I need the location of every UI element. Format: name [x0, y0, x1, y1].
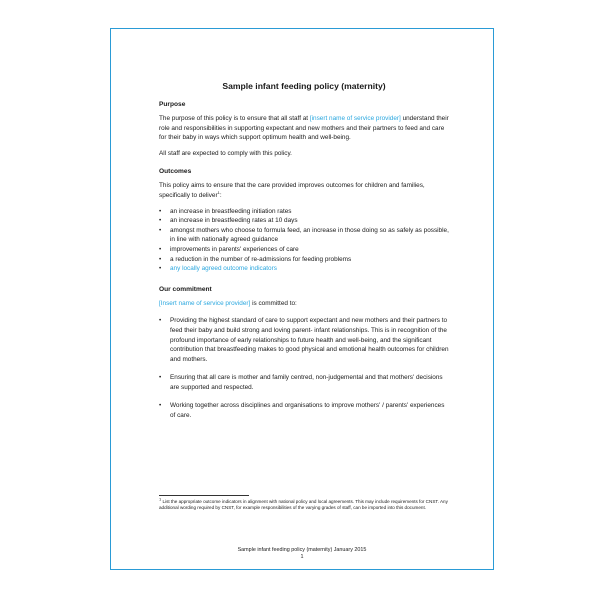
commitment-item: • Providing the highest standard of care to support expectant and new mothers and their partners to feed their baby and build strong and loving parent- infant relationships. This is in recognition of the profound importance of early relationships to future health and well-being, and the significant contribution that breastfeeding makes to good physical and emotional health outcomes for children and mothers.	[159, 316, 449, 364]
outcomes-intro	[159, 181, 449, 200]
outcomes-heading: Outcomes	[159, 168, 192, 176]
service-provider-placeholder: [insert name of service provider]	[309, 115, 401, 122]
outcomes-intro-text: This policy aims to ensure that the care provided improves outcomes for children and families, specifically to deliver	[159, 182, 425, 199]
compliance-paragraph: All staff are expected to comply with this policy.	[159, 149, 292, 157]
footnote-marker: 1	[159, 496, 162, 502]
footnote-reference: 1	[217, 189, 220, 195]
commitment-heading: Our commitment	[159, 285, 212, 293]
purpose-paragraph	[159, 114, 449, 143]
commitment-list	[159, 316, 449, 420]
outcome-item: • an increase in breastfeeding rates at 10 days	[159, 216, 449, 226]
outcomes-list	[159, 207, 449, 274]
commitment-intro-text: is committed to:	[250, 299, 297, 307]
outcome-item: • an increase in breastfeeding initiation rates	[159, 207, 449, 217]
commitment-intro	[159, 299, 449, 309]
outcome-item: • a reduction in the number of re-admissions for feeding problems	[159, 255, 449, 265]
document-title: Sample infant feeding policy (maternity)	[222, 81, 386, 91]
footnote	[159, 496, 449, 511]
page-footer: Sample infant feeding policy (maternity) January 2015	[237, 547, 367, 553]
page-number: 1	[300, 554, 304, 560]
purpose-text-end: understand their role and responsibilities in supporting expectant and new mothers and their partners to feed and care for their baby in ways which support optimum health and well-being.	[159, 115, 449, 142]
purpose-heading: Purpose	[159, 101, 186, 108]
purpose-text-start: The purpose of this policy is to ensure that all staff at	[159, 115, 310, 122]
document-page	[110, 28, 494, 570]
service-provider-placeholder: [Insert name of service provider]	[159, 299, 251, 307]
outcome-item: • amongst mothers who choose to formula feed, an increase in those doing so as safely as possible, in line with nationally agreed guidance	[159, 226, 449, 245]
outcome-item: • improvements in parents' experiences of care	[159, 245, 449, 255]
footnote-text: List the appropriate outcome indicators in alignment with national policy and local agreements. This may include requirements for CNST. Any additional wording required by CNST, for example responsibilities of the varying grades of staff, can be imported into this document.	[159, 499, 448, 511]
outcome-item-placeholder: • any locally agreed outcome indicators	[159, 264, 449, 274]
commitment-item: • Working together across disciplines and organisations to improve mothers' / parents' experiences of care.	[159, 401, 449, 420]
commitment-item: • Ensuring that all care is mother and family centred, non-judgemental and that mothers' decisions are supported and respected.	[159, 373, 449, 392]
document-body	[159, 81, 449, 430]
outcomes-intro-colon: :	[219, 191, 222, 199]
footnote-divider	[159, 495, 249, 496]
